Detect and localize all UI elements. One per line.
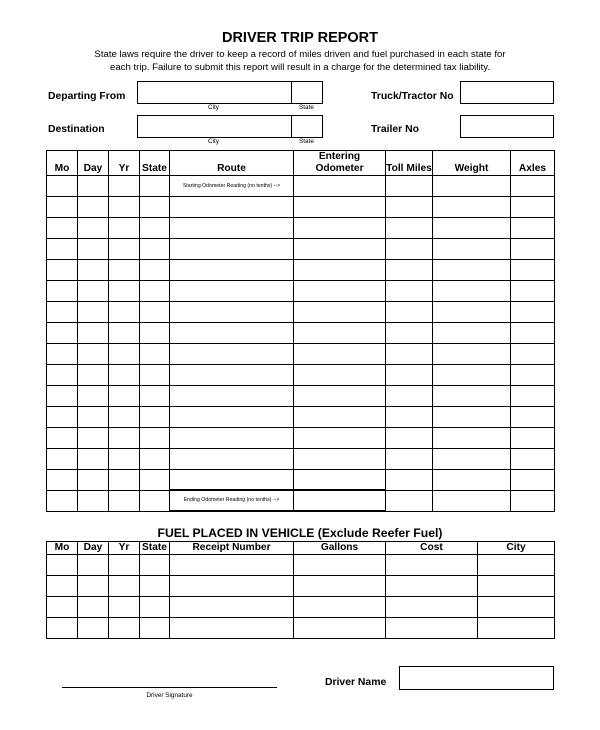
table-row xyxy=(47,323,555,344)
fuel-section-title: FUEL PLACED IN VEHICLE (Exclude Reefer Fuel) xyxy=(157,526,443,540)
ending-odometer-cell xyxy=(170,490,294,511)
driver-name-label: Driver Name xyxy=(325,677,387,688)
trip-log-table xyxy=(46,150,555,512)
table-row xyxy=(47,218,555,239)
col-header-entering-odometer: Entering Odometer xyxy=(294,151,386,176)
fuel-col-header-cost: Cost xyxy=(386,542,478,555)
table-row xyxy=(47,470,555,491)
ending-odometer-note: Ending Odometer Reading (no tenths) --> xyxy=(183,497,280,503)
table-row xyxy=(47,597,555,618)
driver-signature-line[interactable] xyxy=(62,687,277,688)
col-header-mo: Mo xyxy=(47,151,78,176)
table-row xyxy=(47,344,555,365)
departing-from-label: Departing From xyxy=(48,91,126,102)
fuel-col-header-receipt-number: Receipt Number xyxy=(170,542,294,555)
ending-odometer-input[interactable] xyxy=(294,490,386,511)
truck-tractor-input[interactable] xyxy=(460,81,554,104)
table-row xyxy=(47,618,555,639)
trailer-label: Trailer No xyxy=(371,124,419,135)
driver-signature-caption: Driver Signature xyxy=(146,692,193,699)
fuel-col-header-day: Day xyxy=(78,542,109,555)
table-row xyxy=(47,386,555,407)
fuel-table xyxy=(46,541,555,639)
col-header-day: Day xyxy=(78,151,109,176)
ending-odometer-row xyxy=(169,489,386,511)
table-row xyxy=(47,407,555,428)
destination-city-input[interactable] xyxy=(137,115,292,138)
starting-odometer-note: Starting Odometer Reading (no tenths) --> xyxy=(182,183,281,189)
intro-line-1: State laws require the driver to keep a record of miles driven and fuel purchased in each state for xyxy=(94,49,506,60)
fuel-col-header-state: State xyxy=(140,542,170,555)
table-row xyxy=(47,176,555,197)
col-header-route: Route xyxy=(170,151,294,176)
col-header-axles: Axles xyxy=(511,151,555,176)
fuel-col-header-yr: Yr xyxy=(109,542,140,555)
starting-odometer-cell xyxy=(170,176,294,197)
table-row xyxy=(47,365,555,386)
col-header-state: State xyxy=(140,151,170,176)
destination-state-input[interactable] xyxy=(291,115,323,138)
table-row xyxy=(47,239,555,260)
trip-log-body xyxy=(47,176,555,512)
intro-line-2: each trip. Failure to submit this report will result in a charge for the determined tax liability. xyxy=(109,62,490,73)
starting-odometer-input[interactable] xyxy=(294,176,386,197)
departing-state-input[interactable] xyxy=(291,81,323,104)
table-row xyxy=(47,197,555,218)
departing-city-input[interactable] xyxy=(137,81,292,104)
table-row xyxy=(47,555,555,576)
trailer-input[interactable] xyxy=(460,115,554,138)
intro-text xyxy=(80,48,520,74)
table-row xyxy=(47,449,555,470)
fuel-col-header-city: City xyxy=(478,542,555,555)
fuel-col-header-gallons: Gallons xyxy=(294,542,386,555)
table-row xyxy=(47,428,555,449)
departing-state-caption: State xyxy=(299,104,314,111)
table-row xyxy=(47,576,555,597)
table-row xyxy=(47,302,555,323)
col-header-toll-miles: Toll Miles xyxy=(386,151,433,176)
col-header-yr: Yr xyxy=(109,151,140,176)
departing-city-caption: City xyxy=(208,104,220,111)
driver-name-input[interactable] xyxy=(399,666,554,690)
truck-tractor-label: Truck/Tractor No xyxy=(371,91,454,102)
table-row xyxy=(47,260,555,281)
col-header-weight: Weight xyxy=(433,151,511,176)
destination-city-caption: City xyxy=(208,138,220,145)
table-row xyxy=(47,281,555,302)
fuel-table-body xyxy=(47,555,555,639)
page-title: DRIVER TRIP REPORT xyxy=(221,30,379,46)
destination-label: Destination xyxy=(48,124,105,135)
destination-state-caption: State xyxy=(299,138,314,145)
fuel-col-header-mo: Mo xyxy=(47,542,78,555)
